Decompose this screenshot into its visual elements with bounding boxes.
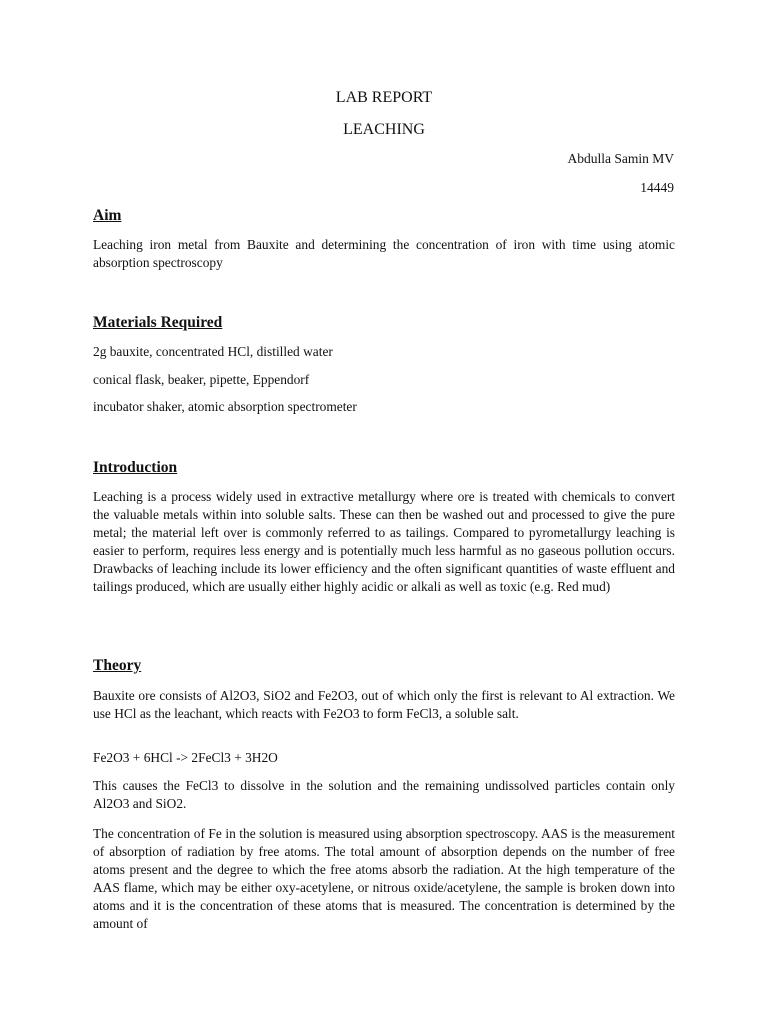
materials-heading: Materials Required — [93, 314, 223, 331]
chemical-equation: Fe2O3 + 6HCl -> 2FeCl3 + 3H2O — [93, 750, 278, 765]
aim-text: Leaching iron metal from Bauxite and determining the concentration of iron with time using atomic absorption spectroscopy — [93, 237, 675, 271]
aim-heading: Aim — [93, 207, 122, 224]
theory-heading: Theory — [93, 657, 142, 674]
introduction-text: Leaching is a process widely used in extractive metallurgy where ore is treated with chemicals to convert the valuable metals within into soluble salts. These can then be washed out and processed to give the pure metal; the material left over is commonly referred to as tailings. Compared to pyrometallurgy leaching is easier to perform, requires less energy and is potentially much less harmful as no gaseous pollution occurs. Drawbacks of leaching include its lower efficiency and the often significant quantities of waste effluent and tailings produced, which are usually either highly acidic or alkali as well as toxic (e.g. Red mud) — [93, 489, 675, 595]
materials-item: conical flask, beaker, pipette, Eppendorf — [93, 372, 310, 387]
author-id: 14449 — [640, 180, 674, 195]
author-name: Abdulla Samin MV — [567, 151, 674, 166]
introduction-heading: Introduction — [93, 459, 178, 476]
document-subtitle: LEACHING — [343, 121, 425, 138]
theory-paragraph: Bauxite ore consists of Al2O3, SiO2 and Fe2O3, out of which only the first is relevant to Al extraction. We use HCl as the leachant, which reacts with Fe2O3 to form FeCl3, a soluble salt. — [93, 688, 675, 722]
materials-item: incubator shaker, atomic absorption spectrometer — [93, 399, 357, 414]
materials-item: 2g bauxite, concentrated HCl, distilled water — [93, 344, 333, 359]
theory-paragraph: This causes the FeCl3 to dissolve in the solution and the remaining undissolved particles contain only Al2O3 and SiO2. — [93, 778, 675, 812]
theory-paragraph: The concentration of Fe in the solution is measured using absorption spectroscopy. AAS is the measurement of absorption of radiation by free atoms. The total amount of absorption depends on the number of free atoms present and the degree to which the free atoms absorb the radiation. At the high temperature of the AAS flame, which may be either oxy-acetylene, or nitrous oxide/acetylene, the sample is broken down into atoms and it is the concentration of these atoms that is measured. The concentration is determined by the amount of — [93, 826, 675, 932]
document-title: LAB REPORT — [335, 89, 433, 106]
